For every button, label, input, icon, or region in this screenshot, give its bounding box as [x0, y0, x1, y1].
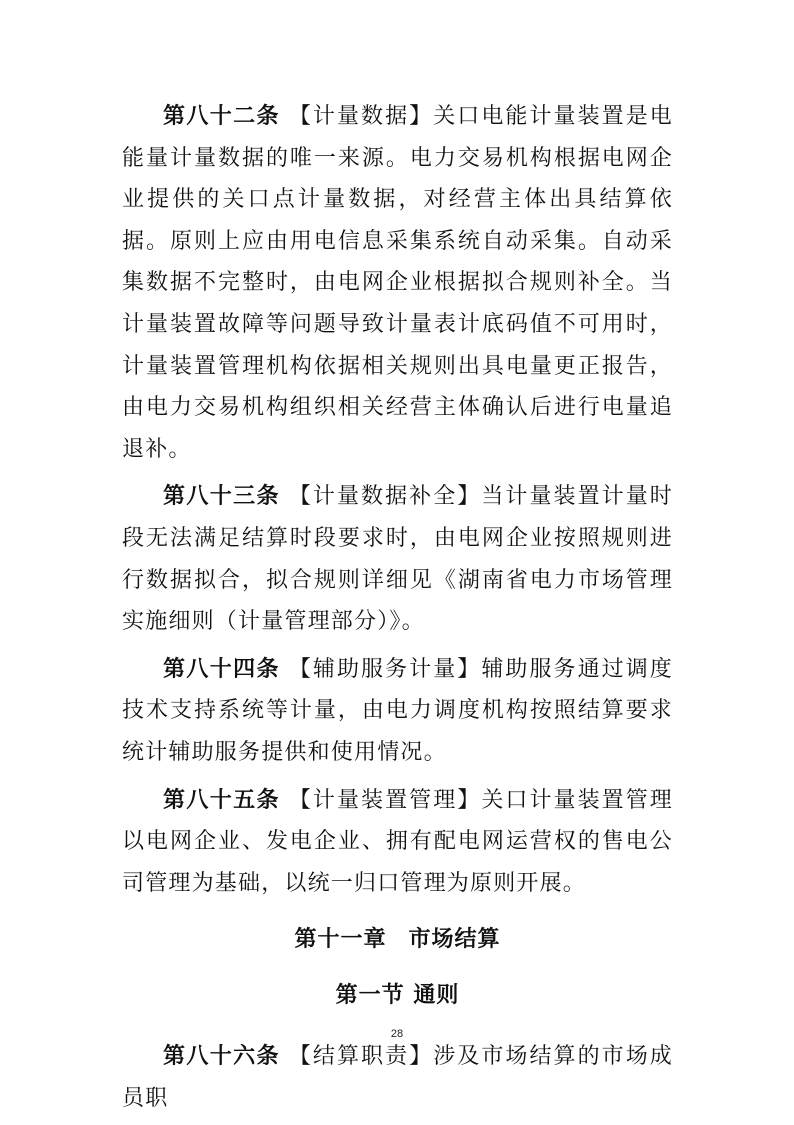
- page-number: 28: [390, 1028, 404, 1040]
- article-text: 【计量数据补全】当计量装置计量时段无法满足结算时段要求时，由电网企业按照规则进行数据拟合，拟合规则详细见《湖南省电力市场管理实施细则（计量管理部分）》。: [122, 484, 673, 635]
- chapter-heading: [122, 912, 673, 968]
- article-number: 第八十六条: [163, 1044, 280, 1070]
- article-83: [122, 476, 673, 642]
- article-84: [122, 649, 673, 774]
- article-number: 第八十五条: [163, 787, 280, 813]
- article-85: [122, 780, 673, 905]
- section-heading: [122, 968, 673, 1024]
- article-82: [122, 96, 673, 470]
- chapter-title: 市场结算: [408, 927, 501, 953]
- article-text: 【计量数据】关口电能计量装置是电能量计量数据的唯一来源。电力交易机构根据电网企业提供的关口点计量数据，对经营主体出具结算依据。原则上应由用电信息采集系统自动采集。自动采集数据不完整时，由电网企业根据拟合规则补全。当计量装置故障等问题导致计量表计底码值不可用时，计量装置管理机构依据相关规则出具电量更正报告，由电力交易机构组织相关经营主体确认后进行电量追退补。: [122, 104, 673, 462]
- article-text: 【辅助服务计量】辅助服务通过调度技术支持系统等计量，由电力调度机构按照结算要求统计辅助服务提供和使用情况。: [122, 656, 673, 765]
- chapter-number: 第十一章: [294, 927, 387, 953]
- article-number: 第八十三条: [163, 484, 280, 510]
- article-86: [122, 1036, 673, 1119]
- article-text: 【计量装置管理】关口计量装置管理以电网企业、发电企业、拥有配电网运营权的售电公司管理为基础，以统一归口管理为原则开展。: [122, 787, 673, 896]
- article-text: 【结算职责】涉及市场结算的市场成员职: [122, 1044, 673, 1111]
- section-number: 第一节: [335, 983, 405, 1009]
- document-page: [122, 96, 673, 1125]
- article-number: 第八十四条: [163, 656, 280, 682]
- article-number: 第八十二条: [163, 104, 280, 129]
- section-title: 通则: [413, 983, 460, 1009]
